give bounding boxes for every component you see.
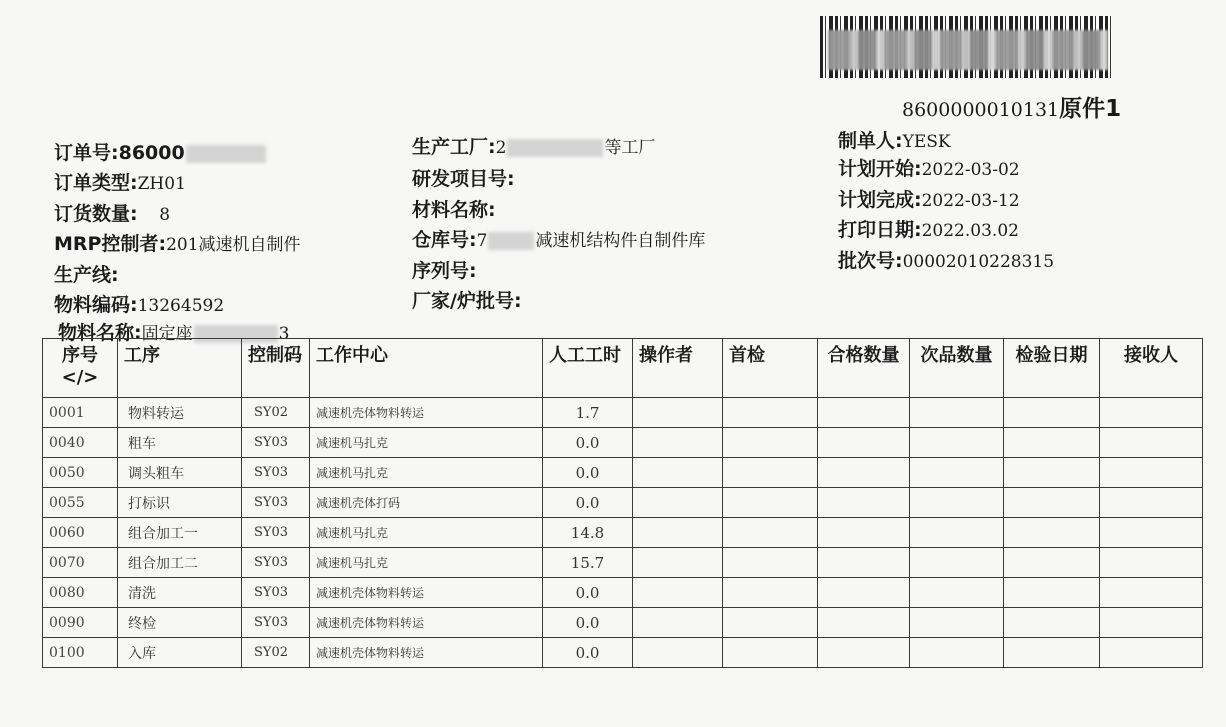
cell-seq: 0060 <box>43 518 118 548</box>
cell-inspection-date[interactable] <box>1004 548 1100 578</box>
cell-first-inspection[interactable] <box>723 638 818 668</box>
field-print-date <box>838 215 1019 242</box>
table-row <box>43 488 1203 518</box>
field-value: ZH01 <box>137 174 186 194</box>
barcode-number: 8600000010131 <box>902 99 1060 121</box>
field-value: 2022-03-02 <box>921 160 1020 180</box>
field-order-type <box>54 168 186 195</box>
cell-labor-hours: 0.0 <box>543 578 633 608</box>
cell-work-center: 减速机马扎克 <box>310 548 543 578</box>
cell-work-center: 减速机壳体打码 <box>310 488 543 518</box>
field-value: 2022-03-12 <box>921 191 1020 211</box>
cell-first-inspection[interactable] <box>723 608 818 638</box>
cell-seq: 0100 <box>43 638 118 668</box>
cell-labor-hours: 1.7 <box>543 398 633 428</box>
cell-defect-qty[interactable] <box>910 608 1004 638</box>
col-header-defect-qty: 次品数量 <box>910 339 1004 398</box>
cell-inspection-date[interactable] <box>1004 638 1100 668</box>
cell-control-code: SY02 <box>242 398 310 428</box>
cell-qualified-qty[interactable] <box>818 458 910 488</box>
field-creator <box>838 126 951 153</box>
field-value: 86000 <box>118 142 185 164</box>
cell-operation: 组合加工一 <box>118 518 242 548</box>
cell-operator[interactable] <box>633 428 723 458</box>
table-row <box>43 578 1203 608</box>
col-header-qualified-qty: 合格数量 <box>818 339 910 398</box>
cell-work-center: 减速机壳体物料转运 <box>310 398 543 428</box>
redaction <box>186 145 266 163</box>
cell-qualified-qty[interactable] <box>818 398 910 428</box>
cell-defect-qty[interactable] <box>910 458 1004 488</box>
field-value-tail: 减速机结构件自制件库 <box>535 231 706 251</box>
cell-work-center: 减速机壳体物料转运 <box>310 638 543 668</box>
field-key: 研发项目号: <box>412 168 515 190</box>
cell-control-code: SY03 <box>242 578 310 608</box>
barcode-redaction <box>828 30 1108 70</box>
field-key: 订货数量: <box>54 203 138 225</box>
cell-inspection-date[interactable] <box>1004 458 1100 488</box>
field-material-code <box>54 290 224 317</box>
routing-table <box>42 338 1203 668</box>
cell-first-inspection[interactable] <box>723 548 818 578</box>
field-factory <box>412 132 655 159</box>
cell-labor-hours: 14.8 <box>543 518 633 548</box>
cell-receiver[interactable] <box>1100 608 1203 638</box>
field-key: MRP控制者: <box>54 233 167 255</box>
cell-control-code: SY03 <box>242 428 310 458</box>
field-key: 物料名称: <box>58 322 142 344</box>
field-value: YESK <box>902 132 951 152</box>
cell-operation: 清洗 <box>118 578 242 608</box>
cell-defect-qty[interactable] <box>910 578 1004 608</box>
field-key: 生产线: <box>54 264 119 286</box>
cell-seq: 0050 <box>43 458 118 488</box>
cell-control-code: SY03 <box>242 548 310 578</box>
field-value-tail: 等工厂 <box>604 138 656 158</box>
table-row <box>43 548 1203 578</box>
cell-receiver[interactable] <box>1100 488 1203 518</box>
field-key: 计划完成: <box>838 189 922 211</box>
cell-inspection-date[interactable] <box>1004 398 1100 428</box>
field-serial-no <box>412 256 477 283</box>
field-key: 材料名称: <box>412 199 496 221</box>
field-value: 2022.03.02 <box>921 221 1019 241</box>
cell-control-code: SY03 <box>242 608 310 638</box>
cell-work-center: 减速机马扎克 <box>310 458 543 488</box>
cell-labor-hours: 15.7 <box>543 548 633 578</box>
field-batch-no <box>838 246 1054 273</box>
cell-operator[interactable] <box>633 608 723 638</box>
cell-seq: 0070 <box>43 548 118 578</box>
field-value-tail: 3 <box>278 324 290 344</box>
field-key: 制单人: <box>838 130 903 152</box>
cell-operation: 粗车 <box>118 428 242 458</box>
cell-receiver[interactable] <box>1100 398 1203 428</box>
field-key: 批次号: <box>838 250 903 272</box>
cell-receiver[interactable] <box>1100 638 1203 668</box>
col-header-control-code: 控制码 <box>242 339 310 398</box>
table-row <box>43 428 1203 458</box>
col-header-operator: 操作者 <box>633 339 723 398</box>
field-key: 打印日期: <box>838 219 922 241</box>
col-header-labor-hours: 人工工时 <box>543 339 633 398</box>
cell-first-inspection[interactable] <box>723 458 818 488</box>
cell-operation: 调头粗车 <box>118 458 242 488</box>
field-vendor-batch <box>412 286 522 313</box>
field-order-no <box>54 138 267 165</box>
cell-first-inspection[interactable] <box>723 428 818 458</box>
field-plan-start <box>838 154 1020 181</box>
col-header-operation: 工序 <box>118 339 242 398</box>
cell-qualified-qty[interactable] <box>818 638 910 668</box>
table-row <box>43 458 1203 488</box>
field-key: 仓库号: <box>412 229 477 251</box>
barcode-caption <box>902 90 1121 123</box>
cell-receiver[interactable] <box>1100 578 1203 608</box>
cell-seq: 0040 <box>43 428 118 458</box>
cell-work-center: 减速机马扎克 <box>310 428 543 458</box>
cell-labor-hours: 0.0 <box>543 638 633 668</box>
table-row <box>43 638 1203 668</box>
cell-work-center: 减速机壳体物料转运 <box>310 608 543 638</box>
field-key: 厂家/炉批号: <box>412 290 522 312</box>
cell-qualified-qty[interactable] <box>818 578 910 608</box>
field-order-qty <box>54 199 170 226</box>
field-production-line <box>54 260 119 287</box>
cell-labor-hours: 0.0 <box>543 488 633 518</box>
col-header-seq: 序号</> <box>43 339 118 398</box>
cell-operator[interactable] <box>633 458 723 488</box>
field-key: 计划开始: <box>838 158 922 180</box>
table-row <box>43 518 1203 548</box>
table-row <box>43 398 1203 428</box>
cell-labor-hours: 0.0 <box>543 458 633 488</box>
cell-inspection-date[interactable] <box>1004 578 1100 608</box>
cell-operator[interactable] <box>633 638 723 668</box>
field-value: 13264592 <box>137 296 225 316</box>
cell-control-code: SY03 <box>242 458 310 488</box>
cell-operator[interactable] <box>633 518 723 548</box>
col-header-work-center: 工作中心 <box>310 339 543 398</box>
cell-inspection-date[interactable] <box>1004 608 1100 638</box>
cell-qualified-qty[interactable] <box>818 518 910 548</box>
copy-tag: 原件1 <box>1059 96 1122 122</box>
table-header-row <box>43 339 1203 398</box>
cell-operation: 组合加工二 <box>118 548 242 578</box>
cell-qualified-qty[interactable] <box>818 428 910 458</box>
redaction <box>507 139 603 157</box>
field-value: 8 <box>137 205 171 225</box>
cell-inspection-date[interactable] <box>1004 518 1100 548</box>
cell-operation: 打标识 <box>118 488 242 518</box>
col-header-inspection-date: 检验日期 <box>1004 339 1100 398</box>
cell-defect-qty[interactable] <box>910 488 1004 518</box>
cell-control-code: SY03 <box>242 488 310 518</box>
cell-defect-qty[interactable] <box>910 518 1004 548</box>
col-header-receiver: 接收人 <box>1100 339 1203 398</box>
cell-first-inspection[interactable] <box>723 578 818 608</box>
field-key: 订单类型: <box>54 172 138 194</box>
field-warehouse-no <box>412 225 705 252</box>
cell-defect-qty[interactable] <box>910 398 1004 428</box>
cell-defect-qty[interactable] <box>910 428 1004 458</box>
cell-first-inspection[interactable] <box>723 398 818 428</box>
cell-labor-hours: 0.0 <box>543 608 633 638</box>
field-plan-finish <box>838 185 1020 212</box>
field-rd-project-no <box>412 164 515 191</box>
cell-operator[interactable] <box>633 488 723 518</box>
field-value: 固定座 <box>141 324 193 344</box>
cell-operation: 终检 <box>118 608 242 638</box>
cell-inspection-date[interactable] <box>1004 428 1100 458</box>
cell-receiver[interactable] <box>1100 428 1203 458</box>
field-key: 生产工厂: <box>412 136 496 158</box>
cell-work-center: 减速机壳体物料转运 <box>310 578 543 608</box>
field-value: 00002010228315 <box>902 252 1055 272</box>
field-value: 7 <box>476 231 488 251</box>
field-key: 物料编码: <box>54 294 138 316</box>
cell-qualified-qty[interactable] <box>818 548 910 578</box>
cell-seq: 0001 <box>43 398 118 428</box>
cell-qualified-qty[interactable] <box>818 608 910 638</box>
table-row <box>43 608 1203 638</box>
cell-seq: 0090 <box>43 608 118 638</box>
cell-labor-hours: 0.0 <box>543 428 633 458</box>
field-value: 201减速机自制件 <box>166 235 301 255</box>
field-mrp-controller <box>54 229 301 256</box>
cell-defect-qty[interactable] <box>910 548 1004 578</box>
cell-inspection-date[interactable] <box>1004 488 1100 518</box>
cell-defect-qty[interactable] <box>910 638 1004 668</box>
cell-receiver[interactable] <box>1100 458 1203 488</box>
cell-receiver[interactable] <box>1100 518 1203 548</box>
cell-first-inspection[interactable] <box>723 518 818 548</box>
cell-operation: 物料转运 <box>118 398 242 428</box>
cell-work-center: 减速机马扎克 <box>310 518 543 548</box>
cell-operation: 入库 <box>118 638 242 668</box>
barcode-image <box>820 16 1112 78</box>
cell-control-code: SY03 <box>242 518 310 548</box>
cell-receiver[interactable] <box>1100 548 1203 578</box>
cell-first-inspection[interactable] <box>723 488 818 518</box>
field-key: 序列号: <box>412 260 477 282</box>
cell-seq: 0080 <box>43 578 118 608</box>
cell-operator[interactable] <box>633 398 723 428</box>
field-key: 订单号: <box>54 142 119 164</box>
col-header-first-inspection: 首检 <box>723 339 818 398</box>
redaction <box>488 232 534 250</box>
cell-operator[interactable] <box>633 578 723 608</box>
field-value: 2 <box>495 138 507 158</box>
cell-qualified-qty[interactable] <box>818 488 910 518</box>
cell-operator[interactable] <box>633 548 723 578</box>
cell-seq: 0055 <box>43 488 118 518</box>
field-material-type <box>412 195 496 222</box>
cell-control-code: SY02 <box>242 638 310 668</box>
